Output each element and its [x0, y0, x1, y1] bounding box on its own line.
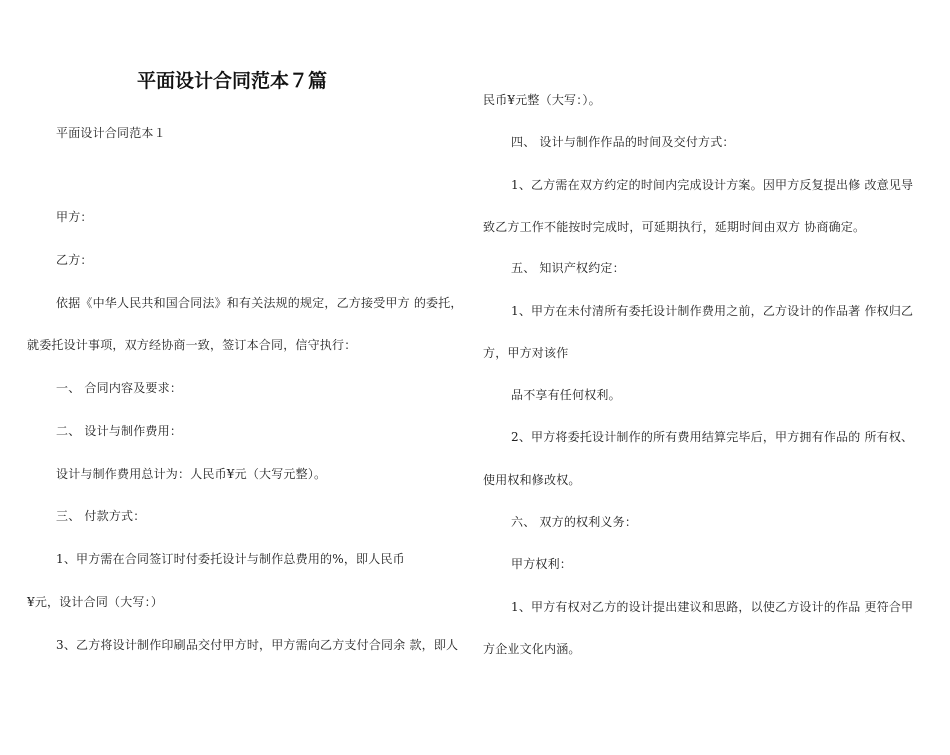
party-a-label: 甲方： [56, 210, 93, 224]
body-line: 1、甲方需在合同签订时付委托设计与制作总费用的%，即人民币 [56, 552, 405, 566]
document-title: 平面设计合同范本７篇 [137, 70, 328, 92]
section-heading: 六、 双方的权利义务： [511, 515, 638, 529]
section-heading: 二、 设计与制作费用： [56, 424, 183, 438]
body-line: 使用权和修改权。 [483, 473, 581, 487]
body-line: ¥元，设计合同（大写：） [27, 595, 164, 609]
section-heading: 三、 付款方式： [56, 509, 146, 523]
contract-subtitle: 平面设计合同范本１ [56, 126, 166, 140]
subsection-heading: 甲方权利： [511, 557, 573, 571]
body-line: 致乙方工作不能按时完成时，可延期执行，延期时间由双方 协商确定。 [483, 220, 866, 234]
body-line: 方企业文化内涵。 [483, 642, 581, 656]
body-line: 3、乙方将设计制作印刷品交付甲方时，甲方需向乙方支付合同余 款，即人 [56, 638, 459, 652]
party-b-label: 乙方： [56, 253, 93, 267]
section-heading: 一、 合同内容及要求： [56, 381, 183, 395]
body-line: 就委托设计事项，双方经协商一致，签订本合同，信守执行： [27, 338, 357, 352]
body-line: 依据《中华人民共和国合同法》和有关法规的规定，乙方接受甲方 的委托， [56, 296, 463, 310]
body-line: 1、乙方需在双方约定的时间内完成设计方案。因甲方反复提出修 改意见导 [511, 178, 914, 192]
body-line: 1、甲方有权对乙方的设计提出建议和思路，以使乙方设计的作品 更符合甲 [511, 600, 914, 614]
section-heading: 四、 设计与制作作品的时间及交付方式： [511, 135, 735, 149]
section-heading: 五、 知识产权约定： [511, 261, 625, 275]
body-line: 民币¥元整（大写：）。 [483, 93, 601, 107]
body-line: 品不享有任何权利。 [511, 388, 621, 402]
body-line: 设计与制作费用总计为：人民币¥元（大写元整）。 [56, 467, 327, 481]
body-line: 1、甲方在未付清所有委托设计制作费用之前，乙方设计的作品著 作权归乙 [511, 304, 914, 318]
body-line: 2、甲方将委托设计制作的所有费用结算完毕后，甲方拥有作品的 所有权、 [511, 430, 914, 444]
body-line: 方，甲方对该作 [483, 346, 569, 360]
